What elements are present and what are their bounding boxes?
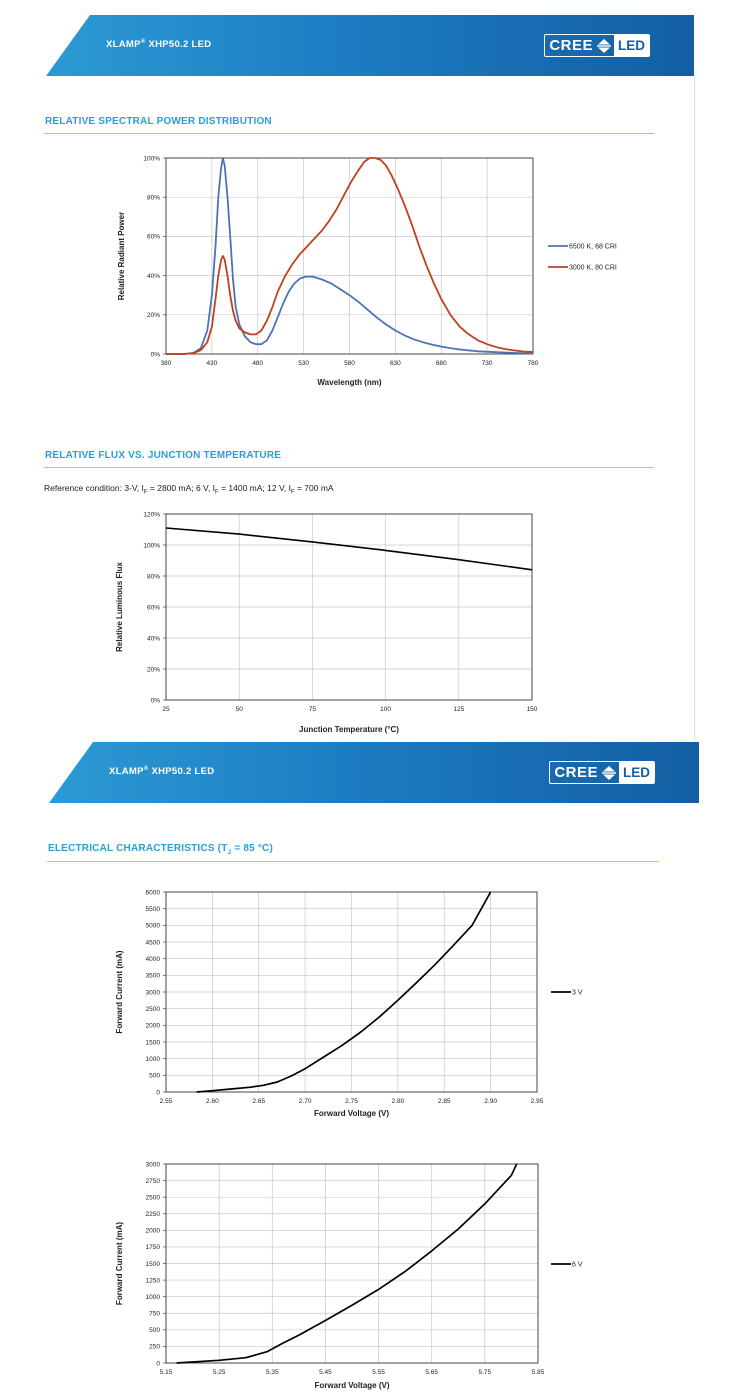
y-tick-label: 120%: [143, 511, 160, 519]
x-tick-label: 5.75: [478, 1369, 492, 1376]
y-tick-label: 80%: [146, 573, 160, 581]
y-tick-label: 100%: [143, 542, 160, 550]
x-tick-label: 100: [380, 706, 392, 713]
y-tick-label: 5500: [145, 905, 160, 913]
x-tick-label: 780: [527, 360, 539, 367]
x-tick-label: 630: [389, 360, 401, 367]
y-tick-label: 1500: [145, 1039, 160, 1047]
legend-label: 3 V: [572, 989, 583, 997]
section-rule: [47, 861, 659, 862]
y-tick-label: 250: [149, 1343, 160, 1351]
x-tick-label: 125: [453, 706, 465, 713]
x-tick-label: 2.75: [345, 1098, 358, 1105]
page-header-banner: [49, 742, 699, 803]
x-tick-label: 530: [298, 360, 310, 367]
x-tick-label: 50: [235, 706, 243, 713]
y-axis-label: Relative Luminous Flux: [115, 562, 124, 652]
y-tick-label: 500: [149, 1327, 160, 1335]
x-tick-label: 380: [160, 360, 172, 367]
x-tick-label: 2.65: [252, 1098, 266, 1105]
y-tick-label: 1250: [145, 1277, 160, 1285]
logo-cree-text: CREE: [554, 764, 598, 781]
y-tick-label: 0%: [150, 351, 160, 359]
y-tick-label: 4000: [145, 955, 160, 963]
y-tick-label: 1000: [145, 1293, 160, 1301]
series-line: [166, 528, 532, 570]
y-axis-label: Forward Current (mA): [115, 950, 124, 1034]
x-tick-label: 5.65: [425, 1369, 439, 1376]
y-tick-label: 6000: [145, 889, 160, 897]
y-tick-label: 60%: [146, 604, 160, 612]
y-tick-label: 40%: [146, 635, 160, 643]
y-tick-label: 1000: [145, 1055, 160, 1063]
y-tick-label: 5000: [145, 922, 160, 930]
y-tick-label: 100%: [143, 155, 160, 163]
x-tick-label: 680: [435, 360, 447, 367]
section-rule: [44, 467, 654, 468]
x-tick-label: 2.55: [159, 1098, 173, 1105]
y-tick-label: 0: [156, 1360, 160, 1368]
x-tick-label: 2.85: [437, 1098, 451, 1105]
y-tick-label: 40%: [146, 272, 160, 280]
y-tick-label: 20%: [146, 666, 160, 674]
x-tick-label: 5.85: [531, 1369, 545, 1376]
x-tick-label: 5.55: [372, 1369, 385, 1376]
x-tick-label: 480: [252, 360, 264, 367]
y-tick-label: 0: [156, 1089, 160, 1097]
x-tick-label: 730: [481, 360, 493, 367]
y-tick-label: 2000: [145, 1022, 160, 1030]
logo-diamond-icon: [601, 766, 617, 780]
section-title-spectral: RELATIVE SPECTRAL POWER DISTRIBUTION: [45, 116, 272, 127]
y-tick-label: 80%: [146, 194, 160, 202]
y-tick-label: 500: [149, 1072, 160, 1080]
section-title-flux: RELATIVE FLUX VS. JUNCTION TEMPERATURE: [45, 450, 282, 461]
x-axis-label: Wavelength (nm): [317, 378, 382, 387]
header-title: XLAMP® XHP50.2 LED: [109, 766, 215, 778]
cree-led-logo: [549, 761, 655, 784]
y-tick-label: 3000: [145, 989, 160, 997]
y-tick-label: 0%: [150, 697, 160, 705]
x-tick-label: 5.45: [319, 1369, 332, 1376]
y-tick-label: 1500: [145, 1260, 160, 1268]
logo-led-text: LED: [619, 762, 654, 783]
x-tick-label: 5.25: [212, 1369, 226, 1376]
y-tick-label: 2500: [145, 1194, 160, 1202]
x-tick-label: 2.95: [530, 1098, 544, 1105]
x-axis-label: Junction Temperature (°C): [299, 725, 399, 734]
x-tick-label: 150: [526, 706, 538, 713]
y-axis-label: Relative Radiant Power: [117, 211, 126, 301]
y-tick-label: 20%: [146, 312, 160, 320]
y-tick-label: 4500: [145, 939, 160, 947]
y-tick-label: 60%: [146, 233, 160, 241]
x-tick-label: 5.35: [265, 1369, 279, 1376]
header-title: XLAMP® XHP50.2 LED: [106, 39, 212, 51]
y-tick-label: 3500: [145, 972, 160, 980]
x-tick-label: 580: [344, 360, 355, 367]
x-tick-label: 25: [162, 706, 170, 713]
y-tick-label: 2500: [145, 1005, 160, 1013]
y-axis-label: Forward Current (mA): [115, 1221, 124, 1306]
y-tick-label: 750: [149, 1310, 160, 1318]
y-tick-label: 1750: [145, 1244, 160, 1252]
x-tick-label: 5.15: [159, 1369, 173, 1376]
x-axis-label: Forward Voltage (V): [314, 1381, 390, 1390]
x-axis-label: Forward Voltage (V): [314, 1109, 389, 1118]
section-title-electrical: ELECTRICAL CHARACTERISTICS ($T_J = 85$ °C): [48, 843, 273, 856]
x-tick-label: 75: [308, 706, 317, 713]
y-tick-label: 2750: [145, 1177, 160, 1185]
y-tick-label: 2250: [145, 1211, 160, 1219]
x-tick-label: 2.80: [391, 1098, 405, 1105]
y-tick-label: 2000: [145, 1227, 160, 1235]
legend-label: 6 V: [572, 1261, 583, 1269]
x-tick-label: 2.60: [206, 1098, 219, 1105]
logo-led-text: LED: [614, 35, 649, 56]
legend-label: 3000 K, 80 CRI: [569, 264, 617, 272]
y-tick-label: 3000: [145, 1161, 160, 1169]
x-tick-label: 2.70: [298, 1098, 312, 1105]
legend-label: 6500 K, 68 CRI: [569, 243, 617, 251]
logo-cree-text: CREE: [549, 37, 593, 54]
x-tick-label: 2.90: [484, 1098, 497, 1105]
x-tick-label: 430: [206, 360, 218, 367]
reference-condition-note: Reference condition: 3-V, $I_F = 2800$ mA; 6 V, $I_F = 1400$ mA; 12 V, $I_F = 700$ mA: [44, 483, 334, 496]
